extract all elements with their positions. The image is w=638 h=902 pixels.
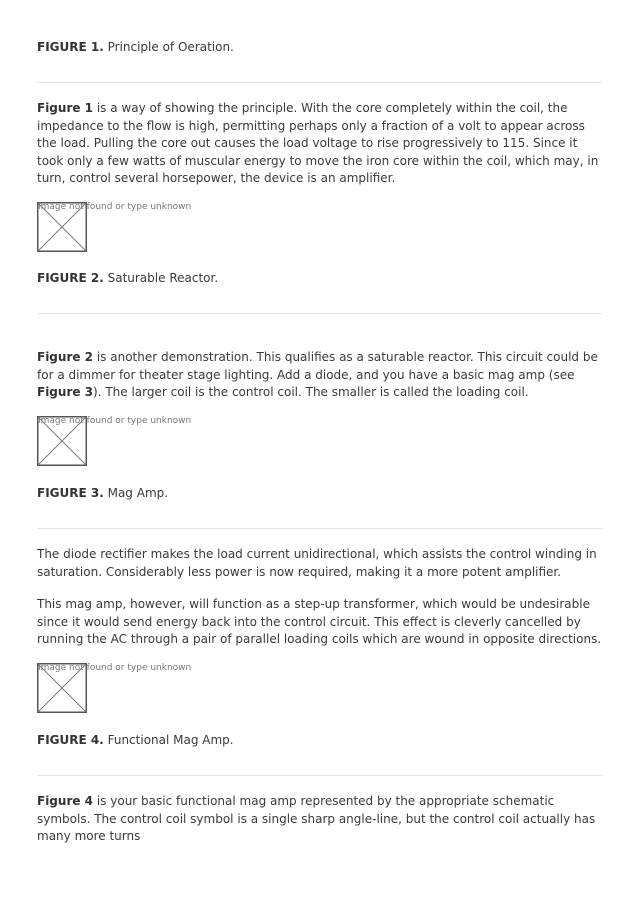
figure-3-paragraph-2: This mag amp, however, will function as a step-up transformer, which would be undesirable since it would send energy back into the control circuit. This effect is cleverly cancelled by running the AC through a pair of parallel loading coils which are wound in opposite directions. <box>37 597 602 646</box>
figure-4-label: FIGURE 4. <box>37 733 104 747</box>
figure-2-paragraph-text-b: ). The larger coil is the control coil. The smaller is called the loading coil. <box>93 385 529 399</box>
divider <box>37 313 602 314</box>
broken-image-placeholder <box>37 663 192 713</box>
figure-1-label: FIGURE 1. <box>37 40 104 54</box>
figure-4-ref: Figure 4 <box>37 794 94 808</box>
divider <box>37 82 602 83</box>
figure-2-paragraph-text-a: is another demonstration. This qualifies as a saturable reactor. This circuit could be for a dimmer for theater stage lighting. Add a diode, and you have a basic mag amp (see <box>37 350 598 382</box>
broken-image-placeholder <box>37 416 192 466</box>
image-alt-text: Image not found or type unknown <box>38 416 192 426</box>
figure-4-caption-text: Functional Mag Amp. <box>103 733 234 747</box>
divider <box>37 775 602 776</box>
figure-2-ref: Figure 2 <box>37 350 94 364</box>
figure-4-caption <box>37 731 234 749</box>
figure-1-ref: Figure 1 <box>37 101 94 115</box>
figure-1-paragraph-text: is a way of showing the principle. With the core completely within the coil, the impedance to the flow is high, permitting perhaps only a fraction of a volt to appear across the load. Pulling the core out causes the load voltage to rise progressively to 115. Since it took only a few watts of muscular energy to move the iron core within the coil, which may, in turn, control several horsepower, the device is an amplifier. <box>37 101 599 185</box>
figure-2-label: FIGURE 2. <box>37 271 104 285</box>
figure-2-caption-text: Saturable Reactor. <box>103 271 219 285</box>
figure-4-paragraph-text: is your basic functional mag amp represented by the appropriate schematic symbols. The control coil symbol is a single sharp angle-line, but the control coil actually has many more turns <box>37 794 596 843</box>
broken-image-placeholder <box>37 202 192 252</box>
figure-3-label: FIGURE 3. <box>37 486 104 500</box>
figure-3-caption <box>37 484 168 502</box>
divider <box>37 528 602 529</box>
figure-2-paragraph <box>37 349 602 402</box>
figure-3-caption-text: Mag Amp. <box>103 486 169 500</box>
image-alt-text: Image not found or type unknown <box>38 202 192 212</box>
figure-2-caption <box>37 269 218 287</box>
figure-1-caption <box>37 38 234 56</box>
image-alt-text: Image not found or type unknown <box>38 663 192 673</box>
figure-3-paragraph-1: The diode rectifier makes the load current unidirectional, which assists the control winding in saturation. Considerably less power is now required, making it a more potent amplifier. <box>37 547 597 579</box>
figure-3-ref: Figure 3 <box>37 385 94 399</box>
figure-1-caption-text: Principle of Oeration. <box>103 40 234 54</box>
figure-1-paragraph <box>37 100 602 188</box>
figure-4-paragraph <box>37 793 602 846</box>
